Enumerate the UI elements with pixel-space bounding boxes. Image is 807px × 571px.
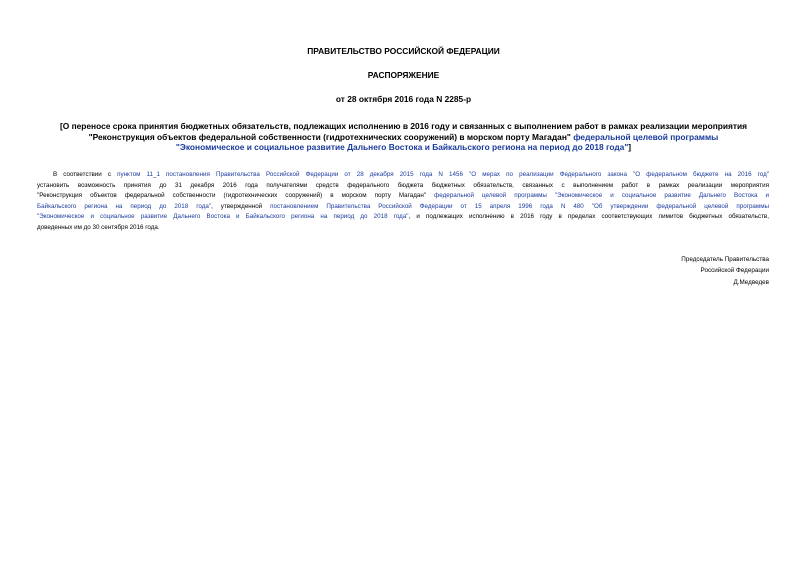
body-text-fragment: , и подлежащих исполнению в 2016 году в пределах соответствующих лимитов бюджетных обязательств, [408, 213, 769, 220]
title-line-3 [36, 142, 771, 153]
program-name-link[interactable]: "Экономическое и социальное развитие Дальнего Востока и Байкальского региона на период до 2018 года" [37, 213, 409, 220]
title-line-2-text: "Реконструкция объектов федеральной собственности (гидротехнических сооружений) в морском порту Магадан" [88, 131, 574, 142]
signature-block [681, 254, 769, 288]
document-type-heading: РАСПОРЯЖЕНИЕ [367, 70, 440, 80]
body-text-fragment: , утвержденной [211, 202, 271, 210]
body-line-3 [37, 191, 769, 202]
federal-program-link-continued[interactable]: Байкальского региона на период до 2018 года" [37, 202, 212, 210]
signature-position-1: Председатель Правительства [681, 256, 769, 263]
body-line-5 [37, 212, 769, 223]
resolution-480-link[interactable]: постановлением Правительства Российской Федерации от 15 апреля 1996 года N 480 "Об утверждении федеральной целевой программы [270, 202, 769, 210]
body-text-fragment: "Реконструкция объектов федеральной собственности (гидротехнических сооружений) в морском порту Магадан" [37, 192, 435, 199]
title-line-1: [О переносе срока принятия бюджетных обязательств, подлежащих исполнению в 2016 году и связанных с выполнением работ в рамках реализации мероприятия [59, 121, 748, 131]
body-text-fragment: В соответствии с [53, 171, 118, 178]
federal-program-link[interactable]: федеральной целевой программы "Экономическое и социальное развитие Дальнего Востока и [434, 192, 769, 199]
title-closing-bracket: ] [628, 142, 632, 153]
title-line-2 [36, 132, 771, 143]
government-heading: ПРАВИТЕЛЬСТВО РОССИЙСКОЙ ФЕДЕРАЦИИ [307, 46, 500, 56]
title-program-link[interactable]: федеральной целевой программы [573, 131, 719, 142]
document-date-number: от 28 октября 2016 года N 2285-р [335, 94, 472, 104]
document-body [37, 170, 769, 233]
signature-name: Д.Медведев [733, 278, 769, 286]
resolution-1456-link[interactable]: пунктом 11_1 постановления Правительства Российской Федерации от 28 декабря 2015 года N 1456 "О мерах по реализации Федерального закона "О федеральном бюджете на 2016 год" [117, 171, 769, 178]
body-line-1 [37, 170, 769, 181]
document-title [36, 121, 771, 153]
signature-position-2: Российской Федерации [700, 267, 769, 275]
body-line-4 [37, 202, 769, 213]
title-program-name-link[interactable]: "Экономическое и социальное развитие Дальнего Востока и Байкальского региона на период до 2018 года" [175, 142, 629, 153]
body-line-6: доведенных им до 30 сентября 2016 года. [37, 223, 160, 231]
body-line-2: установить возможность принятия до 31 декабря 2016 года получателями средств федерального бюджета бюджетных обязательств, связанных с выполнением работ в рамках реализации мероприятия [37, 181, 769, 189]
